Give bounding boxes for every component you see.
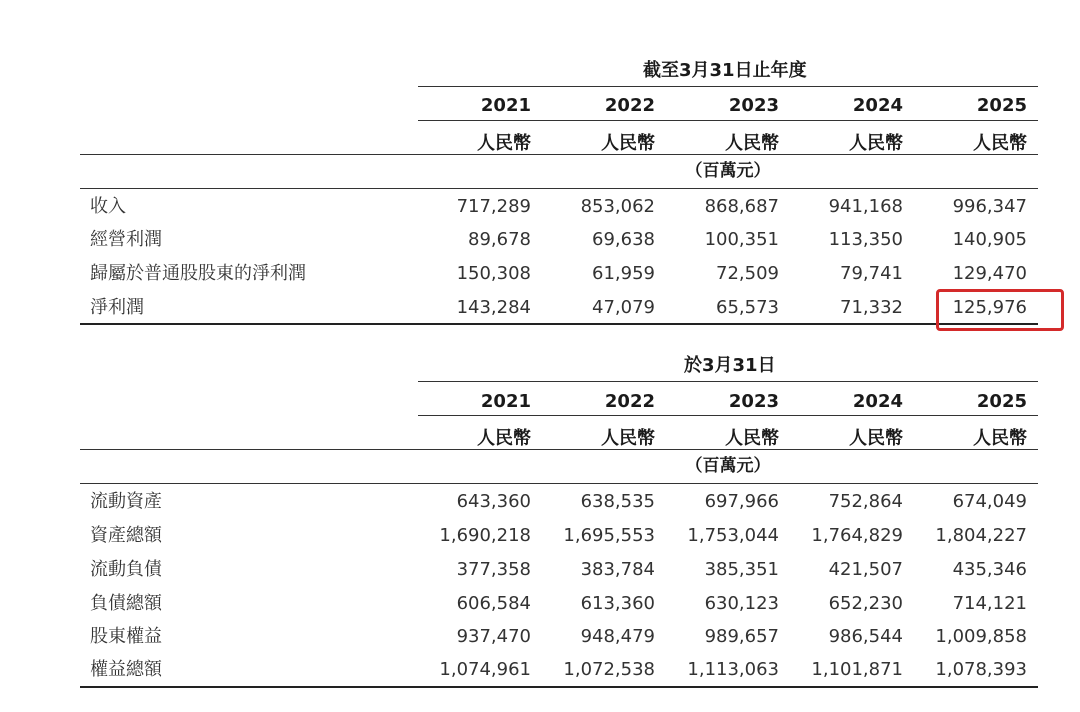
cell-value: 941,168 [828, 196, 903, 217]
row-label: 負債總額 [90, 593, 162, 614]
section1-currency-rule [80, 154, 1038, 155]
year-2024: 2024 [852, 95, 903, 116]
cell-value: 674,049 [952, 491, 1027, 512]
cell-value: 853,062 [580, 196, 655, 217]
year-2023: 2023 [728, 95, 779, 116]
cell-value: 79,741 [840, 263, 903, 284]
cell-value: 1,101,871 [811, 659, 903, 680]
currency-label: 人民幣 [725, 428, 779, 449]
cell-value: 613,360 [580, 593, 655, 614]
row-label: 收入 [90, 196, 126, 217]
cell-value: 89,678 [468, 229, 531, 250]
currency-label: 人民幣 [973, 133, 1027, 154]
row-label: 資產總額 [90, 525, 162, 546]
cell-value: 72,509 [716, 263, 779, 284]
section2-year-rule [418, 415, 1038, 416]
cell-value: 61,959 [592, 263, 655, 284]
cell-value: 47,079 [592, 297, 655, 318]
cell-value: 100,351 [704, 229, 779, 250]
cell-value: 948,479 [580, 626, 655, 647]
section1-heading: 截至3月31日止年度 [643, 60, 807, 81]
cell-value: 868,687 [704, 196, 779, 217]
row-label: 經營利潤 [90, 229, 162, 250]
cell-value: 630,123 [704, 593, 779, 614]
currency-label: 人民幣 [973, 428, 1027, 449]
cell-value: 937,470 [456, 626, 531, 647]
cell-value: 717,289 [456, 196, 531, 217]
cell-value: 129,470 [952, 263, 1027, 284]
year-2022: 2022 [604, 95, 655, 116]
year-2025: 2025 [976, 95, 1027, 116]
section1-year-rule [418, 120, 1038, 121]
row-label: 流動資產 [90, 491, 162, 512]
currency-label: 人民幣 [601, 133, 655, 154]
cell-value: 385,351 [704, 559, 779, 580]
cell-value: 1,764,829 [811, 525, 903, 546]
currency-label: 人民幣 [477, 133, 531, 154]
cell-value: 65,573 [716, 297, 779, 318]
cell-value: 71,332 [840, 297, 903, 318]
cell-value: 638,535 [580, 491, 655, 512]
cell-value: 1,074,961 [439, 659, 531, 680]
section1-heading-rule [418, 86, 1038, 87]
cell-value: 69,638 [592, 229, 655, 250]
section2-bottom-rule [80, 686, 1038, 688]
year-2025: 2025 [976, 391, 1027, 412]
cell-value: 1,078,393 [935, 659, 1027, 680]
cell-value: 1,804,227 [935, 525, 1027, 546]
cell-value: 1,695,553 [563, 525, 655, 546]
section1-unit-rule [80, 188, 1038, 189]
cell-value: 652,230 [828, 593, 903, 614]
currency-label: 人民幣 [849, 133, 903, 154]
row-label: 淨利潤 [90, 297, 144, 318]
section2-currency-rule [80, 449, 1038, 450]
row-label: 股東權益 [90, 626, 162, 647]
section2-heading: 於3月31日 [684, 355, 776, 376]
cell-value: 1,072,538 [563, 659, 655, 680]
cell-value: 113,350 [828, 229, 903, 250]
cell-value: 150,308 [456, 263, 531, 284]
row-label: 權益總額 [90, 659, 162, 680]
section2-unit: （百萬元） [685, 456, 771, 476]
year-2021: 2021 [480, 391, 531, 412]
cell-value: 606,584 [456, 593, 531, 614]
currency-label: 人民幣 [601, 428, 655, 449]
row-label: 歸屬於普通股股東的淨利潤 [90, 263, 306, 284]
year-2022: 2022 [604, 391, 655, 412]
section2-heading-rule [418, 381, 1038, 382]
section1-unit: （百萬元） [685, 161, 771, 181]
cell-value: 986,544 [828, 626, 903, 647]
cell-value: 714,121 [952, 593, 1027, 614]
cell-value: 697,966 [704, 491, 779, 512]
year-2021: 2021 [480, 95, 531, 116]
cell-value: 1,753,044 [687, 525, 779, 546]
year-2024: 2024 [852, 391, 903, 412]
section2-unit-rule [80, 483, 1038, 484]
currency-label: 人民幣 [477, 428, 531, 449]
cell-value: 435,346 [952, 559, 1027, 580]
cell-value: 125,976 [952, 297, 1027, 318]
cell-value: 1,009,858 [935, 626, 1027, 647]
year-2023: 2023 [728, 391, 779, 412]
cell-value: 140,905 [952, 229, 1027, 250]
cell-value: 989,657 [704, 626, 779, 647]
cell-value: 996,347 [952, 196, 1027, 217]
highlight-box [936, 289, 1064, 331]
cell-value: 383,784 [580, 559, 655, 580]
section1-bottom-rule [80, 323, 1038, 325]
cell-value: 377,358 [456, 559, 531, 580]
cell-value: 1,113,063 [687, 659, 779, 680]
cell-value: 421,507 [828, 559, 903, 580]
cell-value: 643,360 [456, 491, 531, 512]
currency-label: 人民幣 [725, 133, 779, 154]
currency-label: 人民幣 [849, 428, 903, 449]
cell-value: 752,864 [828, 491, 903, 512]
cell-value: 1,690,218 [439, 525, 531, 546]
cell-value: 143,284 [456, 297, 531, 318]
row-label: 流動負債 [90, 559, 162, 580]
